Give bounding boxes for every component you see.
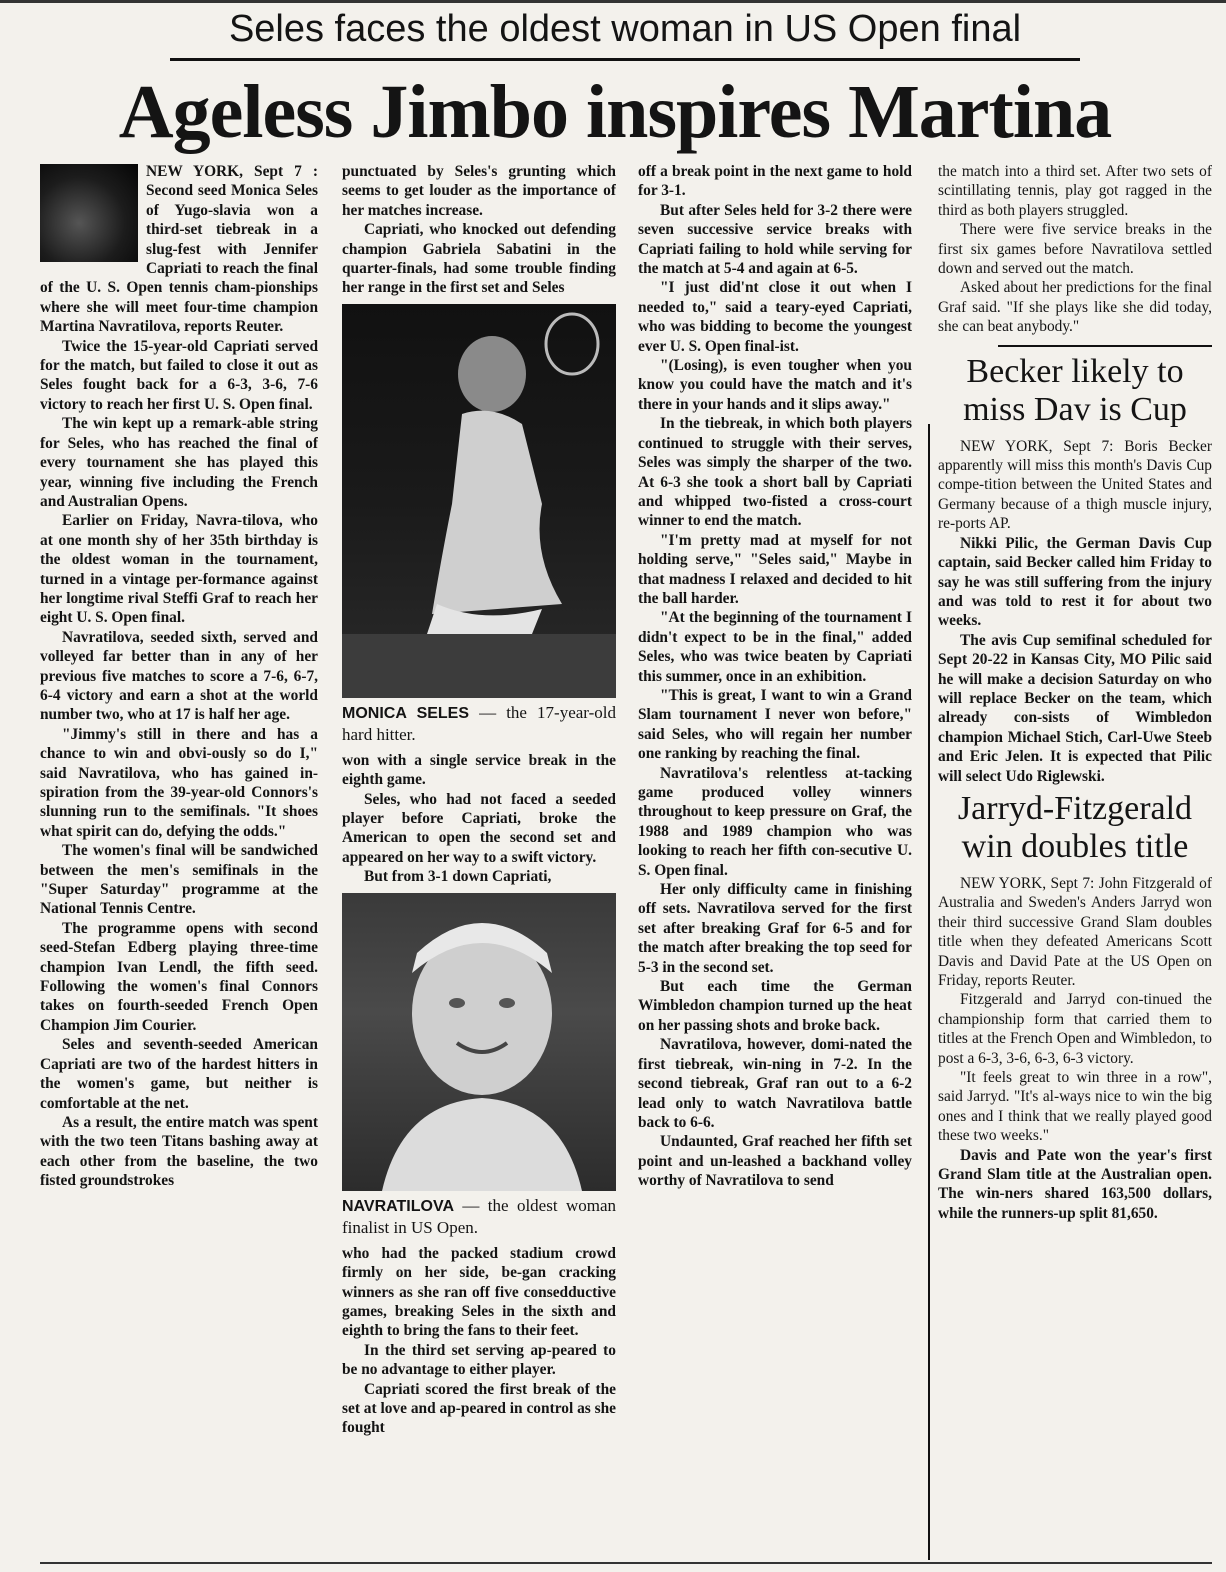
column-3 xyxy=(638,162,912,1560)
paragraph: Undaunted, Graf reached her fifth set point and un-leashed a backhand volley worthy of Navratilova to send xyxy=(638,1133,912,1190)
photo-monica-seles xyxy=(342,304,616,698)
paragraph: Fitzgerald and Jarryd con-tinued the championship form that carried them to titles at the French Open and Wimbledon, to post a 6-3, 3-6, 6-3, 6-3 victory. xyxy=(938,991,1212,1067)
paragraph: punctuated by Seles's grunting which seems to get louder as the importance of her matches increase. xyxy=(342,163,616,219)
photo-caption-navratilova xyxy=(342,1195,616,1238)
paragraph: who had the packed stadium crowd firmly on her side, be-gan cracking winners as she ran off five consedductive games, breaking Seles in the sixth and eighth to bring the fans to their feet. xyxy=(342,1244,616,1340)
paragraph: Seles, who had not faced a seeded player before Capriati, broke the American to open the second set and appeared on her way to a swift victory. xyxy=(342,790,616,866)
paragraph: In the tiebreak, in which both players continued to struggle with their serves, Seles was simply the sharper of the two. At 6-3 she took a short ball by Capriati and whipped two-fisted a cross-court winner to end the match. xyxy=(638,415,912,530)
paragraph: Seles and seventh-seeded American Capriati are two of the hardest hitters in the women's game, but neither is comfortable at the net. xyxy=(40,1036,318,1112)
column-4 xyxy=(938,162,1212,1560)
paragraph: The avis Cup semifinal scheduled for Sept 20-22 in Kansas City, MO Pilic said he will make a decision Saturday on who will replace Becker on the team, which already con-sists of Wimbledon champion Michael Stich, Carl-Uwe Steeb and Eric Jelen. It is expected that Pilic will select Udo Riglewski. xyxy=(938,631,1212,785)
bottom-rule xyxy=(40,1562,1212,1564)
photo-navratilova xyxy=(342,893,616,1191)
paragraph: NEW YORK, Sept 7: John Fitzgerald of Australia and Sweden's Anders Jarryd won their third successive Grand Slam doubles title when they defeated Americans Scott Davis and David Pate at the US Open on Friday, reports Reuter. xyxy=(938,874,1212,989)
paragraph: Navratilova, seeded sixth, served and volleyed far better than in any of her previous five matches to score a 7-6, 6-7, 6-4 victory and earn a shot at the world number two, who at 17 is half her age. xyxy=(40,628,318,724)
paragraph: The women's final will be sandwiched between the men's semifinals in the "Super Saturday" programme at the National Tennis Centre. xyxy=(40,842,318,918)
paragraph: In the third set serving ap-peared to be no advantage to either player. xyxy=(342,1341,616,1379)
caption-text: — the oldest woman finalist in US Open. xyxy=(342,1195,616,1237)
paragraph: "I'm pretty mad at myself for not holding serve," "Seles said," Maybe in that madness I relaxed and decided to hit the ball harder. xyxy=(638,531,912,607)
paragraph: "It feels great to win three in a row", said Jarryd. "It's al-ways nice to win the big ones and I think that we really played good these two weeks." xyxy=(938,1069,1212,1145)
caption-text: — the 17-year-old hard hitter. xyxy=(342,702,616,744)
paragraph: "This is great, I want to win a Grand Slam tournament I never won before," said Seles, who will regain her number one ranking by reaching the final. xyxy=(638,686,912,763)
paragraph: As a result, the entire match was spent with the two teen Titans bashing away at each other from the baseline, the two fisted groundstrokes xyxy=(40,1113,318,1190)
paragraph: Twice the 15-year-old Capriati served for the match, but failed to close it out as Seles fought back for a 6-3, 3-6, 7-6 victory to reach her first U. S. Open final. xyxy=(40,337,318,413)
paragraph: There were five service breaks in the first six games before Navratilova settled down and served out the match. xyxy=(938,221,1212,278)
paragraph: But each time the German Wimbledon champion turned up the heat on her passing shots and broke back. xyxy=(638,978,912,1034)
top-rule xyxy=(0,0,1226,3)
paragraph: Navratilova, however, domi-nated the first tiebreak, win-ning in 7-2. In the second tiebreak, Graf ran out to a 6-2 lead only to watch Navratilova battle back to 6-6. xyxy=(638,1036,912,1131)
paragraph: won with a single service break in the eighth game. xyxy=(342,751,616,789)
portrait-icon xyxy=(342,893,616,1191)
paragraph: Davis and Pate won the year's first Grand Slam title at the Australian open. The win-ners shared 163,500 dollars, while the runners-up split 81,650. xyxy=(938,1146,1212,1222)
paragraph: Capriati, who knocked out defending champion Gabriela Sabatini in the quarter-finals, had some trouble finding her range in the first set and Seles xyxy=(342,221,616,297)
paragraph: "I just did'nt close it out when I needed to," said a teary-eyed Capriati, who was bidding to become the youngest ever U. S. Open final-ist. xyxy=(638,279,912,355)
main-headline: Ageless Jimbo inspires Martina xyxy=(118,70,1112,154)
paragraph: NEW YORK, Sept 7: Boris Becker apparently will miss this month's Davis Cup compe-tition between the United States and Germany because of a thigh muscle injury, re-ports AP. xyxy=(938,437,1212,533)
paragraph: "(Losing), is even tougher when you know you could have the match and it's there in your hands and it slips away." xyxy=(638,357,912,413)
paragraph: Capriati scored the first break of the set at love and ap-peared in control as she fought xyxy=(342,1380,616,1437)
paragraph: But from 3-1 down Capriati, xyxy=(364,868,552,886)
paragraph: Nikki Pilic, the German Davis Cup captain, said Becker called him Friday to say he was still suffering from the injury and was told to rest it for about two weeks. xyxy=(938,534,1212,630)
paragraph: Earlier on Friday, Navra-tilova, who at one month shy of her 35th birthday is the oldest woman in the tournament, turned in a vintage per-formance against her longtime rival Steffi Graf to reach her eight U. S. Open final. xyxy=(40,512,318,627)
sidebar-divider xyxy=(928,424,930,1560)
story-end-rule xyxy=(998,345,1212,347)
paragraph: Navratilova's relentless at-tacking game produced volley winners throughout to keep pressure on Graf, the 1988 and 1989 champion who was looking to reach her fifth con-secutive U. S. Open final. xyxy=(638,764,912,879)
dateline: NEW YORK, Sept 7 : xyxy=(146,163,318,180)
paragraph: the match into a third set. After two sets of scintillating tennis, play got ragged in the third as both players struggled. xyxy=(938,163,1212,219)
jarryd-headline: Jarryd-Fitzgerald win doubles title xyxy=(957,789,1193,865)
becker-headline: Becker likely to miss Dav is Cup xyxy=(963,352,1187,428)
photo-caption-seles xyxy=(342,702,616,745)
kicker-headline: Seles faces the oldest woman in US Open final xyxy=(170,4,1080,61)
caption-name: MONICA SELES xyxy=(342,704,470,722)
paragraph: The programme opens with second seed-Stefan Edberg playing three-time champion Ivan Lendl, the fifth seed. Following the women's final Connors takes on fourth-seeded French Open Champion Jim Courier. xyxy=(40,919,318,1034)
lead-text: Second seed Monica Seles of Yugo-slavia won a third-set tiebreak in a slug-fest with Jennifer Capriati to reach the final of the U. S. Open tennis cham-pionships where she will meet four-time champion Martina Navratilova, reports Reuter. xyxy=(40,182,318,336)
column-1 xyxy=(40,162,318,1560)
player-silhouette-icon xyxy=(342,304,616,698)
paragraph: But after Seles held for 3-2 there were seven successive service breaks with Capriati failing to hold while serving for the match at 5-4 and again at 6-5. xyxy=(638,201,912,278)
paragraph: "Jimmy's still in there and has a chance to win and obvi-ously so do I," said Navratilova, who has gained in-spiration from the 39-year-old Connors's slunning run to the semifinals. "It shoes what spirit can do, defying the odds." xyxy=(40,725,318,840)
paragraph: Asked about her predictions for the final Graf said. "If she plays like she did today, she can beat anybody." xyxy=(938,279,1212,336)
caption-name: NAVRATILOVA xyxy=(342,1197,454,1215)
paragraph: off a break point in the next game to hold for 3-1. xyxy=(638,163,912,200)
paragraph: "At the beginning of the tournament I didn't expect to be in the final," added Seles, who was twice beaten by Capriati this summer, once in an exhibition. xyxy=(638,609,912,685)
paragraph: Her only difficulty came in finishing off sets. Navratilova served for the first set after breaking Graf for 6-5 and for the match after breaking the top seed for 5-3 in the second set. xyxy=(638,881,912,976)
thumbnail-photo xyxy=(40,164,138,262)
column-2 xyxy=(342,162,616,1560)
paragraph: The win kept up a remark-able string for Seles, who has reached the final of every tournament she has played this year, winning five including the French and Australian Opens. xyxy=(40,415,318,510)
